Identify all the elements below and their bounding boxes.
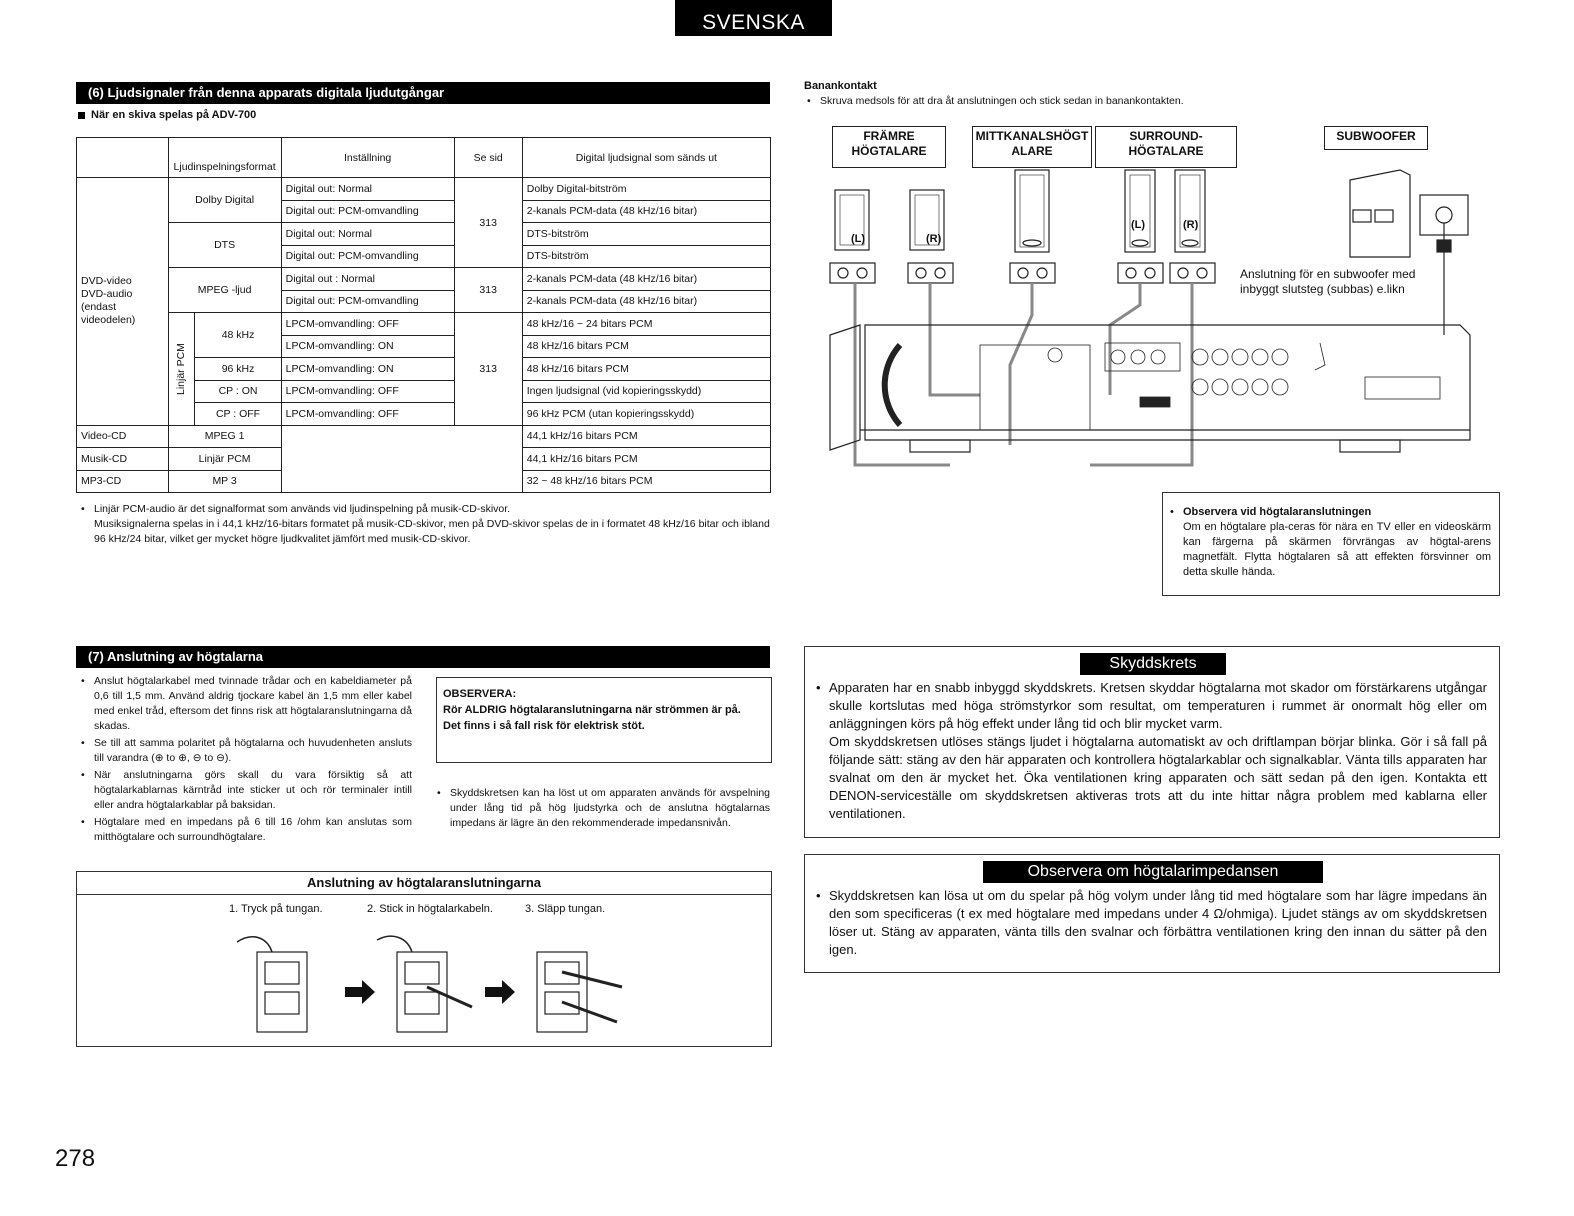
table-cell: 48 kHz/16 ~ 24 bitars PCM [522, 313, 770, 336]
label-subwoofer: SUBWOOFER [1324, 126, 1428, 150]
table-cell: Digital out : Normal [281, 268, 454, 291]
table-cell: Digital out: Normal [281, 178, 454, 201]
table-cell: 2-kanals PCM-data (48 kHz/16 bitar) [522, 268, 770, 291]
table-cell: DTS [168, 223, 281, 268]
terminal-steps-illustration [227, 932, 637, 1042]
step3-label: 3. Släpp tungan. [525, 903, 606, 915]
page-number: 278 [55, 1145, 96, 1172]
list-item: • Se till att samma polaritet på högtalarna och huvudenheten ansluts till varandra (⊕ to ⊕, ⊖ to ⊖). [94, 736, 412, 766]
label-center-speaker: MITTKANALSHÖGT ALARE [972, 126, 1092, 168]
table-cell: LPCM-omvandling: OFF [281, 380, 454, 403]
table-cell: 313 [454, 268, 522, 313]
table-cell: LPCM-omvandling: ON [281, 358, 454, 381]
table-cell: DTS-bitström [522, 223, 770, 246]
table-cell: CP : ON [195, 380, 281, 403]
section7-bullets [78, 674, 412, 847]
subwoofer-unit [1350, 170, 1410, 257]
table-cell: Video-CD [77, 425, 169, 448]
label-front-speakers: FRÄMRE HÖGTALARE [832, 126, 946, 168]
skydd-box [804, 646, 1500, 838]
table-cell: Digital out: PCM-omvandling [281, 200, 454, 223]
table-cell: 2-kanals PCM-data (48 kHz/16 bitar) [522, 200, 770, 223]
observe-speaker-box [1162, 492, 1500, 596]
table-cell: LPCM-omvandling: OFF [281, 403, 454, 426]
col-header-output: Digital ljudsignal som sänds ut [522, 138, 770, 178]
table-cell: LPCM-omvandling: ON [281, 335, 454, 358]
impedance-title: Observera om högtalarimpedansen [983, 861, 1323, 883]
table-cell: Digital out: PCM-omvandling [281, 245, 454, 268]
lin-pcm-label: Linjär PCM [175, 342, 188, 395]
lin-pcm-label-cell [168, 313, 195, 426]
impedance-text: • Skyddskretsen kan lösa ut om du spelar på hög volym under lång tid med högtalare som har lägre impedans än den som specificeras (t ex med högtalare med impedans under 4 Ω/ohmiga). Ljudet stängs av om skyddskretsen löser ut. Stäng av apparaten, vänta tills den svalnar och förbättra ventilationen kring den innan du sätter på den igen. [817, 887, 1487, 959]
subwoofer-note: Anslutning för en subwoofer med inbyggt slutsteg (subbas) e.likn [1240, 267, 1416, 296]
warning-title: OBSERVERA: [443, 688, 517, 700]
table-cell: 48 kHz [195, 313, 281, 358]
step1-label: 1. Tryck på tungan. [229, 903, 323, 915]
table-cell: Digital out: Normal [281, 223, 454, 246]
section6-notes [78, 502, 773, 549]
arrow-right-icon [485, 980, 515, 1004]
table-cell: 96 kHz PCM (utan kopieringsskydd) [522, 403, 770, 426]
list-item: • Anslut högtalarkabel med tvinnade trådar och en kabeldiameter på 0,6 till 1,5 mm. Använd aldrig tjockare kabel än 1,5 mm eller kabel med enkel tråd, eftersom det finns risk att högtalaranslutningarna då skadas. [94, 674, 412, 734]
label-surround-right: (R) [1183, 219, 1199, 231]
table-cell: Digital out: PCM-omvandling [281, 290, 454, 313]
subtitle-text: När en skiva spelas på ADV-700 [91, 109, 257, 121]
section6-heading: (6) Ljudsignaler från denna apparats digitala ljudutgångar [76, 82, 770, 104]
disc-group-dvd: DVD-video DVD-audio (endast videodelen) [77, 178, 169, 426]
observe-title: Observera vid högtalaranslutningen [1183, 506, 1372, 518]
section7-heading: (7) Anslutning av högtalarna [76, 646, 770, 668]
table-cell: CP : OFF [195, 403, 281, 426]
table-cell: MPEG -ljud [168, 268, 281, 313]
digital-output-table [76, 137, 771, 493]
howto-title: Anslutning av högtalaranslutningarna [77, 872, 771, 895]
table-cell: MP3-CD [77, 470, 169, 493]
table-cell: 313 [454, 313, 522, 426]
observe-text: Om en högtalare pla-ceras för nära en TV eller en videoskärm kan färgerna på skärmen förvrängas av högtal-arens magnetfält. Flytta högtalaren så att effekten försvinner om detta skulle hända. [1183, 521, 1491, 578]
table-cell: 48 kHz/16 bitars PCM [522, 335, 770, 358]
arrow-right-icon [345, 980, 375, 1004]
skydd-text: • Apparaten har en snabb inbyggd skyddskrets. Kretsen skyddar högtalarna mot skador om förstärkarens utgångar skulle kortslutas med höga strömstyrkor som resultat, om temperaturen i rummet är onormalt hög eller om anläggningen körs på hög effekt under lång tid och blir mycket varm. Om skyddskretsen utlöses stängs ljudet i högtalarna automatiskt av och driftlampan börjar blinka. Gör i så fall på följande sätt: stäng av den här apparaten och kontrollera högtalarkablar och signalkablar. Vänta tills apparaten har svalnat om den är mycket het. Öka ventilationen kring apparaten och sätt sedan på den igen. Kontakta ett DENON-serviceställe om skyddskretsen aktiveras trots att du inte hittar några problem med kablarna eller ventilationen. [817, 679, 1487, 823]
note-line: • Linjär PCM-audio är det signalformat som används vid ljudinspelning på musik-CD-skivor. Musiksignalerna spelas in i 44,1 kHz/16-bitars formatet på musik-CD-skivor, men på DVD-skivor spelas de in i formatet 48 kHz/16 bitar och ibland 96 kHz/24 bitar, vilket ger mycket högre ljudkvalitet jämfört med musik-CD-skivor. [94, 502, 773, 547]
label-front-left: (L) [851, 233, 866, 245]
table-cell: 32 ~ 48 kHz/16 bitars PCM [522, 470, 770, 493]
label-surround-left: (L) [1131, 219, 1146, 231]
table-cell: MP 3 [168, 470, 281, 493]
list-item: • När anslutningarna görs skall du vara försiktig så att högtalarkablarnas kärntråd inte sticker ut och rör terminaler intill eller andra högtalarkablar på baksidan. [94, 768, 412, 813]
skydd-title: Skyddskrets [1080, 653, 1226, 675]
section6-subtitle [78, 109, 256, 121]
table-cell: 48 kHz/16 bitars PCM [522, 358, 770, 381]
col-header-page: Se sid [454, 138, 522, 178]
table-cell: 2-kanals PCM-data (48 kHz/16 bitar) [522, 290, 770, 313]
protect-note: • Skyddskretsen kan ha löst ut om apparaten används för avspelning under lång tid på hög ljudstyrka och de anslutna högtalarnas impedans är lägre än den rekommenderade impedansnivån. [436, 786, 770, 833]
banana-title: Banankontakt [804, 80, 877, 92]
table-cell: MPEG 1 [168, 425, 281, 448]
table-cell: 44,1 kHz/16 bitars PCM [522, 448, 770, 471]
label-surround-speakers: SURROUND- HÖGTALARE [1095, 126, 1237, 168]
table-cell: LPCM-omvandling: OFF [281, 313, 454, 336]
language-tab: SVENSKA [675, 0, 832, 36]
table-cell: Linjär PCM [168, 448, 281, 471]
warning-line2: Det finns i så fall risk för elektrisk stöt. [443, 720, 645, 732]
howto-box [76, 871, 772, 1047]
receiver-rear-panel [865, 325, 1470, 440]
square-bullet-icon [78, 112, 85, 119]
banana-text: • Skruva medsols för att dra åt anslutningen och stick sedan in banankontakten. [804, 94, 1504, 111]
speaker-connection-diagram [820, 165, 1500, 470]
table-cell: Dolby Digital-bitström [522, 178, 770, 201]
step2-label: 2. Stick in högtalarkabeln. [367, 903, 493, 915]
warning-line1: Rör ALDRIG högtalaranslutningarna när strömmen är på. [443, 704, 741, 716]
impedance-box [804, 854, 1500, 973]
table-cell: Ingen ljudsignal (vid kopieringsskydd) [522, 380, 770, 403]
label-front-right: (R) [926, 233, 942, 245]
table-cell: 96 kHz [195, 358, 281, 381]
col-header-setting: Inställning [281, 138, 454, 178]
warning-box [436, 677, 772, 763]
table-cell: Musik-CD [77, 448, 169, 471]
table-cell: 44,1 kHz/16 bitars PCM [522, 425, 770, 448]
col-header-format: Ljudinspelningsformat [168, 138, 281, 178]
list-item: • Högtalare med en impedans på 6 till 16 /ohm kan anslutas som mitthögtalare och surroundhögtalare. [94, 815, 412, 845]
table-cell: 313 [454, 178, 522, 268]
table-cell: DTS-bitström [522, 245, 770, 268]
table-cell: Dolby Digital [168, 178, 281, 223]
